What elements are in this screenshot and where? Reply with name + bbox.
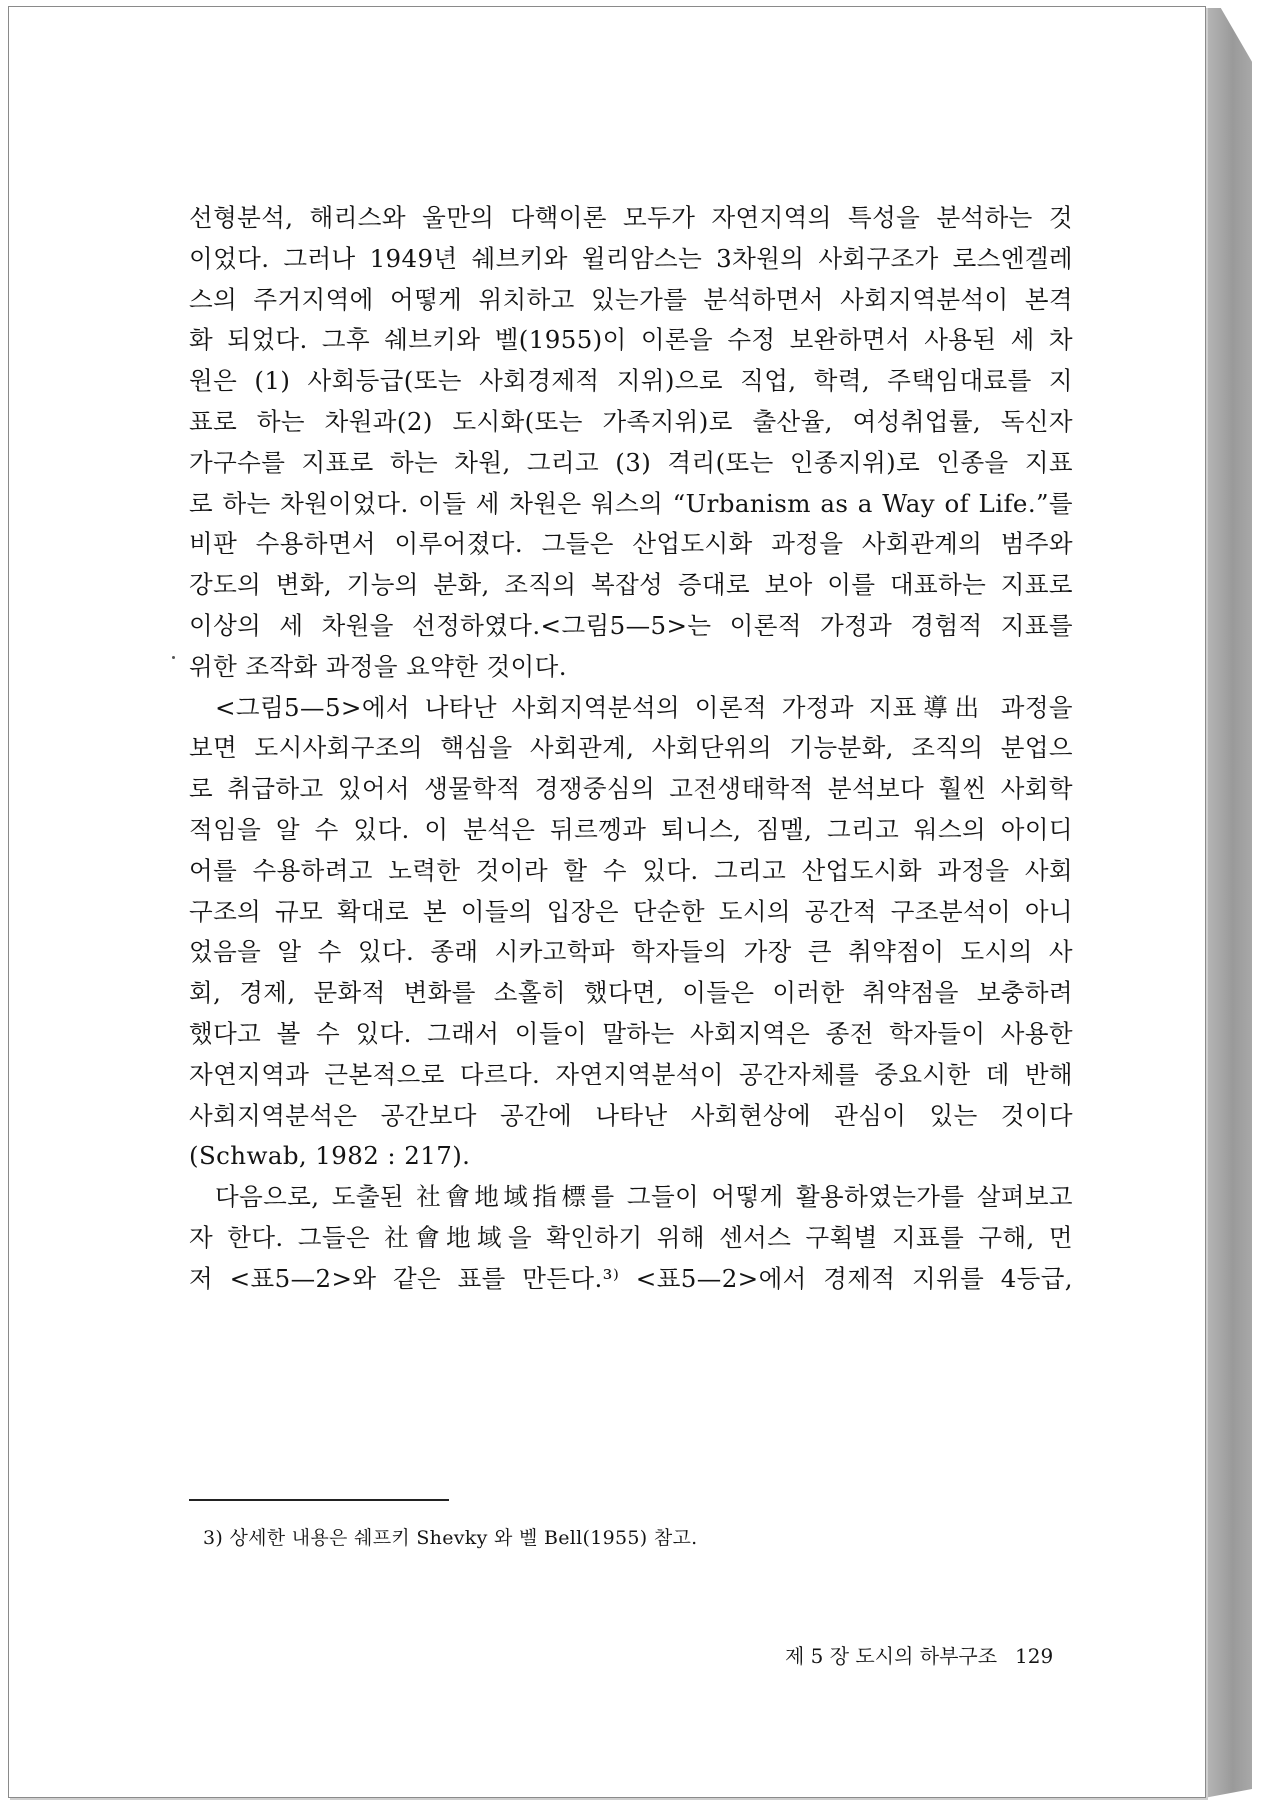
body-text <box>189 198 1073 1300</box>
chapter-title: 제 5 장 도시의 하부구조 <box>785 1644 998 1668</box>
running-footer <box>785 1640 1071 1669</box>
text-line: 이상의 세 차원을 선정하였다.<그림5—5>는 이론적 가정과 경험적 지표를 <box>189 610 1073 640</box>
text-line: (Schwab, 1982 : 217). <box>189 1141 471 1171</box>
text-line: 로 취급하고 있어서 생물학적 경쟁중심의 고전생태학적 분석보다 훨씬 사회학 <box>189 774 1073 804</box>
text-line: 다음으로, 도출된 社會地域指標를 그들이 어떻게 활용하였는가를 살펴보고 <box>215 1182 1073 1212</box>
text-line: 어를 수용하려고 노력한 것이라 할 수 있다. 그리고 산업도시화 과정을 사회 <box>189 855 1073 885</box>
text-line: 강도의 변화, 기능의 분화, 조직의 복잡성 증대로 보아 이를 대표하는 지표로 <box>189 570 1073 600</box>
page-number: 129 <box>1015 1644 1054 1668</box>
text-line: 회, 경제, 문화적 변화를 소홀히 했다면, 이들은 이러한 취약점을 보충하려 <box>189 978 1073 1008</box>
text-line: <그림5—5>에서 나타난 사회지역분석의 이론적 가정과 지표導出 과정을 <box>215 692 1073 722</box>
text-line: 위한 조작화 과정을 요약한 것이다. <box>189 651 567 681</box>
page-edge-shadow <box>1204 8 1252 1798</box>
text-line: 화 되었다. 그후 쉐브키와 벨(1955)이 이론을 수정 보완하면서 사용된 세 차 <box>189 325 1073 355</box>
footnote-rule <box>189 1499 449 1501</box>
text-line: 구조의 규모 확대로 본 이들의 입장은 단순한 도시의 공간적 구조분석이 아니 <box>189 896 1073 926</box>
text-line: 스의 주거지역에 어떻게 위치하고 있는가를 분석하면서 사회지역분석이 본격 <box>189 284 1073 314</box>
text-line: 사회지역분석은 공간보다 공간에 나타난 사회현상에 관심이 있는 것이다 <box>189 1100 1073 1130</box>
text-line: 었음을 알 수 있다. 종래 시카고학파 학자들의 가장 큰 취약점이 도시의 사 <box>189 937 1073 967</box>
text-line: 이었다. 그러나 1949년 쉐브키와 윌리암스는 3차원의 사회구조가 로스엔겔레 <box>189 243 1073 273</box>
text-line: 비판 수용하면서 이루어졌다. 그들은 산업도시화 과정을 사회관계의 범주와 <box>189 529 1073 559</box>
text-line: 자연지역과 근본적으로 다르다. 자연지역분석이 공간자체를 중요시한 데 반해 <box>189 1059 1073 1089</box>
text-line: 했다고 볼 수 있다. 그래서 이들이 말하는 사회지역은 종전 학자들이 사용한 <box>189 1018 1073 1048</box>
footnote: 3) 상세한 내용은 쉐프키 Shevky 와 벨 Bell(1955) 참고. <box>203 1527 698 1549</box>
paragraph-2-cont <box>189 728 1073 1177</box>
text-line: 가구수를 지표로 하는 차원, 그리고 (3) 격리(또는 인종지위)로 인종을 지표 <box>189 447 1073 477</box>
text-line: 적임을 알 수 있다. 이 분석은 뒤르껭과 퇴니스, 짐멜, 그리고 워스의 아이디 <box>189 814 1073 844</box>
text-line: 로 하는 차원이었다. 이들 세 차원은 워스의 “Urbanism as a Way of Life.”를 <box>189 488 1073 518</box>
text-line: 선형분석, 해리스와 울만의 다핵이론 모두가 자연지역의 특성을 분석하는 것 <box>189 203 1073 232</box>
text-line: 저 <표5—2>와 같은 표를 만든다.³⁾ <표5—2>에서 경제적 지위를 4등급, <box>189 1263 1073 1293</box>
text-line: 표로 하는 차원과(2) 도시화(또는 가족지위)로 출산율, 여성취업률, 독신자 <box>189 406 1073 436</box>
paragraph-3 <box>189 1177 1073 1218</box>
paragraph-3-cont <box>189 1218 1073 1300</box>
text-line: 자 한다. 그들은 社會地域을 확인하기 위해 센서스 구획별 지표를 구해, 먼 <box>189 1222 1073 1252</box>
text-line: 보면 도시사회구조의 핵심을 사회관계, 사회단위의 기능분화, 조직의 분업으 <box>189 733 1073 763</box>
paragraph-1 <box>189 198 1073 688</box>
paragraph-2 <box>189 688 1073 729</box>
scan-speck <box>172 656 175 659</box>
text-line: 원은 (1) 사회등급(또는 사회경제적 지위)으로 직업, 학력, 주택임대료를 지 <box>189 366 1073 396</box>
